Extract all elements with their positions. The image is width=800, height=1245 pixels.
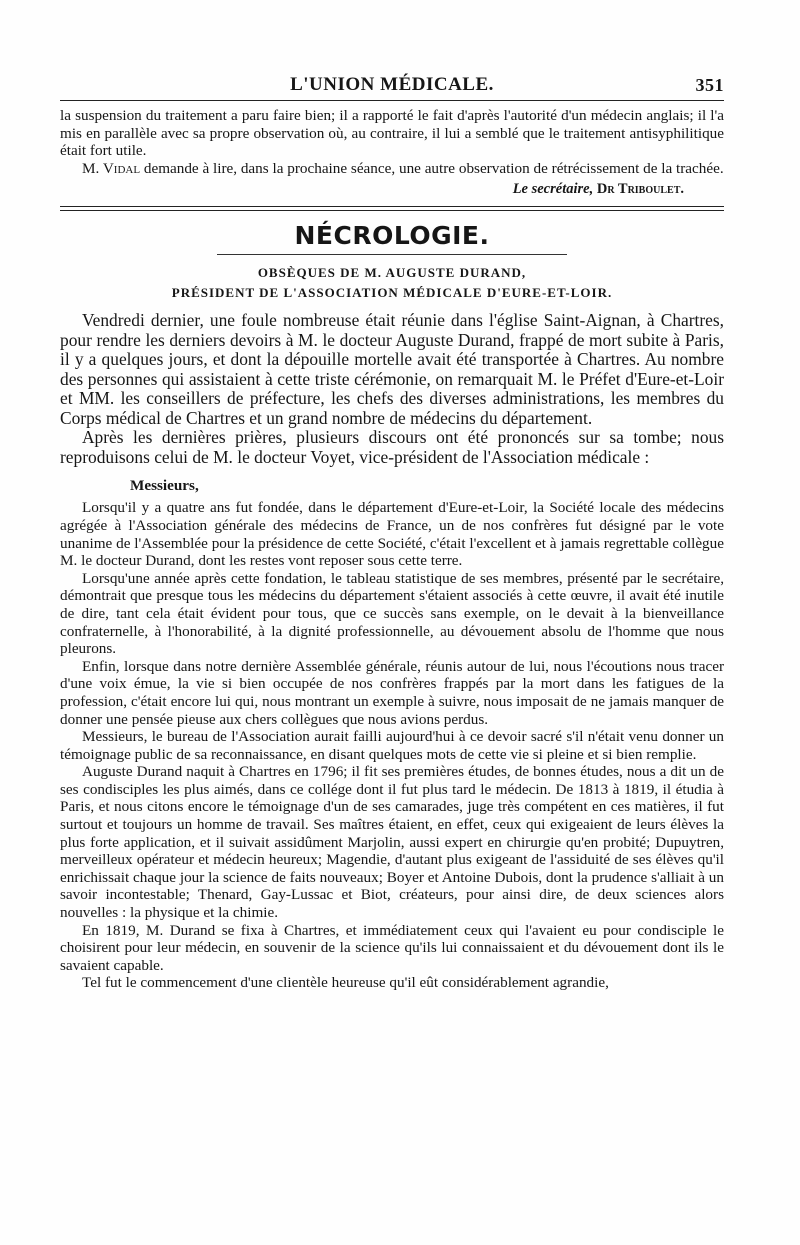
- speech-paragraph: Lorsqu'il y a quatre ans fut fondée, dans le département d'Eure-et-Loir, la Société locale des médecins agrégée à l'Association générale des médecins de France, un de nos confrères fut désigné par le vote unanime de l'Assemblée pour la présidence de cette Société, c'était l'excellent et à jamais regrettable collègue M. le docteur Durand, dont les restes vont reposer sous cette terre.: [60, 499, 724, 570]
- speech-paragraph: Tel fut le commencement d'une clientèle heureuse qu'il eût considérablement agrandie,: [82, 974, 609, 992]
- signature-role: Le secrétaire,: [512, 181, 594, 198]
- signature-name: Dr Triboulet.: [593, 181, 684, 198]
- speech-paragraph: Messieurs, le bureau de l'Association aurait failli aujourd'hui à ce devoir sacré s'il n'était venu donner un témoignage public de sa reconnaissance, en disant quelques mots de cette vie si pleine et si bien remplie.: [60, 728, 724, 763]
- title-rule: [217, 254, 567, 255]
- header-rule: [60, 100, 724, 101]
- minutes-paragraph-2-text: demande à lire, dans la prochaine séance, une autre observation de rétrécissement de la trachée.: [140, 159, 724, 177]
- speaker-name: M. Vidal: [82, 159, 141, 177]
- article-subhead-2: PRÉSIDENT DE L'ASSOCIATION MÉDICALE D'EURE-ET-LOIR.: [171, 285, 613, 301]
- secretary-signature: [60, 181, 684, 198]
- article-paragraph-1: Vendredi dernier, une foule nombreuse était réunie dans l'église Saint-Aignan, à Chartres, pour rendre les derniers devoirs à M. le docteur Auguste Durand, frappé de mort subite à Paris, il y a quelques jours, et dont la dépouille mortelle avait été transportée à Chartres. Au nombre des personnes qui assistaient à cette triste cérémonie, on remarquait M. le Préfet d'Eure-et-Loir et MM. les conseillers de préfecture, les chefs des diverses administrations, les membres du Corps médical de Chartres et un grand nombre de médecins du département.: [60, 310, 724, 428]
- minutes-paragraph-2: [60, 160, 724, 178]
- speech-paragraph: Enfin, lorsque dans notre dernière Assemblée générale, réunis autour de lui, nous l'écoutions nous tracer d'une voix émue, la vie si bien occupée de nos confrères frappés par la mort dans les fatigues de la profession, c'était encore lui qui, nous montrant un exemple à suivre, nous imposait de ne jamais manquer de donner une pensée pieuse aux chers collègues que nous avions perdus.: [60, 657, 724, 728]
- journal-title: L'UNION MÉDICALE.: [290, 74, 494, 95]
- speech-paragraph: Lorsqu'une année après cette fondation, le tableau statistique de ses membres, présenté par le secrétaire, démontrait que presque tous les médecins du département s'étaient associés à cette œuvre, il avait été inutile de dire, tant cela était évident pour tous, que ce succès sans exemple, on le devait à la bienveillance confraternelle, à l'honorabilité, à la dignité professionnelle, au dévouement absolu de l'homme que nous pleurons.: [60, 569, 724, 658]
- running-head: [60, 70, 724, 100]
- speech-salutation: Messieurs,: [130, 477, 199, 495]
- section-title: NÉCROLOGIE.: [294, 221, 490, 251]
- speech-paragraph: En 1819, M. Durand se fixa à Chartres, et immédiatement ceux qui l'avaient eu pour condisciple le choisirent pour leur médecin, en souvenir de la science qu'ils lui connaissaient et du dévouement dont ils le savaient capable.: [60, 921, 724, 974]
- minutes-paragraph-1: la suspension du traitement a paru faire bien; il a rapporté le fait d'après l'autorité d'un médecin anglais; il l'a mis en parallèle avec sa propre observation où, au contraire, il lui a semblé que le traitement antisyphilitique était fort utile.: [60, 107, 724, 160]
- article-paragraph-2: Après les dernières prières, plusieurs discours ont été prononcés sur sa tombe; nous reproduisons celui de M. le docteur Voyet, vice-président de l'Association médicale :: [60, 427, 724, 467]
- article-subhead-1: OBSÈQUES DE M. AUGUSTE DURAND,: [257, 265, 527, 281]
- speech-paragraph: Auguste Durand naquit à Chartres en 1796; il fit ses premières études, de bonnes études, nous a dit un de ses condisciples les plus aimés, dans ce collége dont il fut plus tard le médecin. De 1813 à 1819, il étudia à Paris, et nous citons encore le témoignage d'un de ses camarades, juge très compétent en ces matières, il fut surtout et toujours un homme de travail. Ses maîtres étaient, en effet, ceux qui exigeaient de leurs élèves la plus forte application, et il suivait assidûment Marjolin, aussi expert en chirurgie qu'en probité; Dupuytren, merveilleux opérateur et médecin heureux; Magendie, d'autant plus exigeant de l'assiduité de ses élèves qu'il enrichissait chaque jour la science de faits nouveaux; Boyer et Antoine Dubois, dont la prudence s'alliait à un savoir incontestable; Thenard, Gay-Lussac et Biot, créateurs, pour ainsi dire, de deux sciences alors nouvelles : la physique et la chimie.: [60, 763, 724, 922]
- page-number: 351: [695, 75, 724, 95]
- section-separator: [60, 206, 724, 211]
